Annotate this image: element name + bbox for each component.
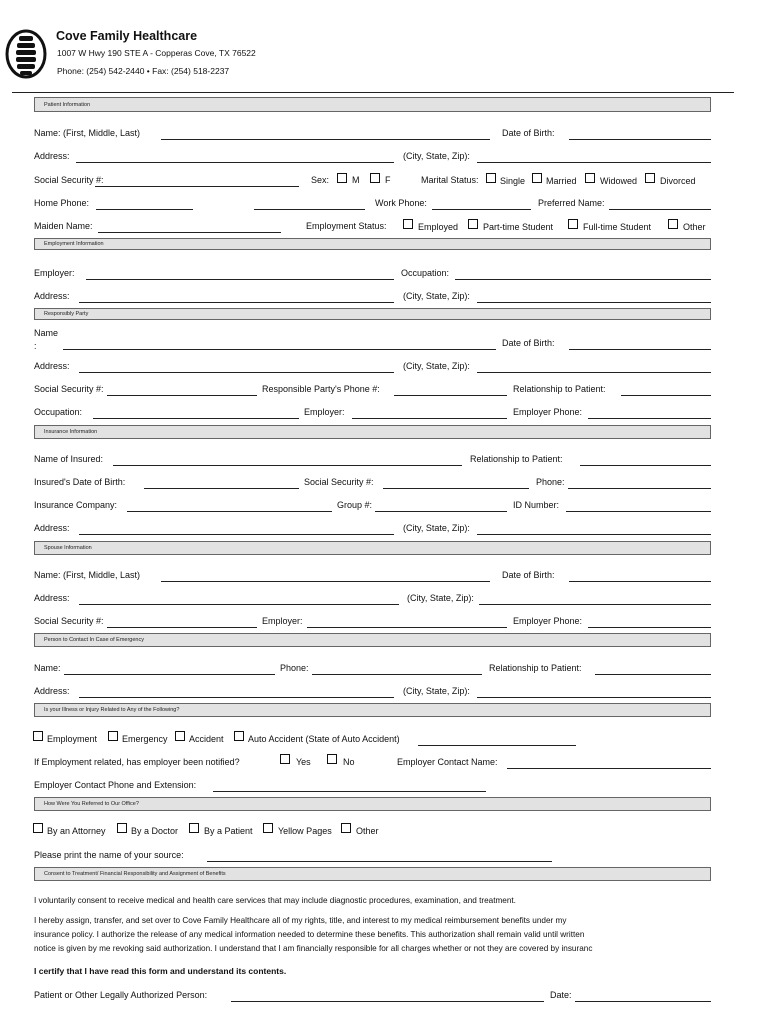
rp-occupation-label: Occupation:: [34, 407, 83, 417]
employer-label: Employer:: [34, 268, 75, 278]
insured-name-label: Name of Insured:: [34, 454, 104, 464]
consent-paragraph-2-line-1: I hereby assign, transfer, and set over to Cove Family Healthcare all of my rights, title, and interest to my medical reimbursement benefits under my: [34, 916, 567, 925]
spouse-name-label: Name: (First, Middle, Last): [34, 570, 141, 580]
doctor-checkbox[interactable]: [117, 823, 127, 833]
group-label: Group #:: [337, 500, 373, 510]
insurance-address-field[interactable]: [79, 534, 394, 535]
spouse-city-label: (City, State, Zip):: [407, 593, 474, 603]
accident-label: Accident: [189, 734, 224, 744]
rp-city-field[interactable]: [477, 372, 711, 373]
patient-ssn-field[interactable]: [95, 186, 299, 187]
sex-m-checkbox[interactable]: [337, 173, 347, 183]
insurance-company-label: Insurance Company:: [34, 500, 118, 510]
practice-name: Cove Family Healthcare: [56, 29, 198, 43]
rp-name-label: Name: [34, 328, 59, 338]
header-divider: [12, 92, 734, 93]
widowed-label: Widowed: [600, 176, 638, 186]
rp-employer-phone-label: Employer Phone:: [513, 407, 583, 417]
widowed-checkbox[interactable]: [585, 173, 595, 183]
signature-field[interactable]: [231, 1001, 544, 1002]
insured-dob-label: Insured's Date of Birth:: [34, 477, 126, 487]
rp-phone-label: Responsible Party's Phone #:: [262, 384, 380, 394]
emergency-checkbox[interactable]: [108, 731, 118, 741]
spine-logo-icon: [4, 28, 48, 80]
source-label: Please print the name of your source:: [34, 850, 184, 860]
other-referral-checkbox[interactable]: [341, 823, 351, 833]
patient-dob-field[interactable]: [569, 139, 711, 140]
sex-f-checkbox[interactable]: [370, 173, 380, 183]
rp-dob-field[interactable]: [569, 349, 711, 350]
employment-related-label: Employment: [47, 734, 98, 744]
emergency-name-field[interactable]: [64, 674, 275, 675]
part-time-checkbox[interactable]: [468, 219, 478, 229]
consent-paragraph-2-line-3: notice is given by me revoking said authorization. I understand that I am financially responsible for all charges whether or not they are covered by insuranc: [34, 944, 593, 953]
full-time-label: Full-time Student: [583, 222, 652, 232]
spouse-city-field[interactable]: [479, 604, 711, 605]
spouse-employer-phone-label: Employer Phone:: [513, 616, 583, 626]
employment-related-checkbox[interactable]: [33, 731, 43, 741]
spouse-address-field[interactable]: [79, 604, 399, 605]
signature-date-field[interactable]: [575, 1001, 711, 1002]
employment-address-field[interactable]: [79, 302, 394, 303]
insured-ssn-field[interactable]: [383, 488, 529, 489]
married-checkbox[interactable]: [532, 173, 542, 183]
rp-dob-label: Date of Birth:: [502, 338, 555, 348]
section-responsible-party: Responsibly Party: [34, 308, 711, 320]
spouse-dob-label: Date of Birth:: [502, 570, 555, 580]
emergency-address-label: Address:: [34, 686, 70, 696]
rp-ssn-field[interactable]: [107, 395, 257, 396]
patient-ssn-label: Social Security #:: [34, 175, 104, 185]
home-phone-label: Home Phone:: [34, 198, 90, 208]
practice-address: 1007 W Hwy 190 STE A - Copperas Cove, TX 76522: [57, 48, 256, 58]
home-phone-field[interactable]: [96, 209, 193, 210]
insurance-city-label: (City, State, Zip):: [403, 523, 470, 533]
section-insurance-info: Insurance Information: [34, 425, 711, 439]
emergency-related-label: Emergency: [122, 734, 168, 744]
insured-relationship-label: Relationship to Patient:: [470, 454, 563, 464]
employer-notified-question: If Employment related, has employer been notified?: [34, 757, 240, 767]
employed-checkbox[interactable]: [403, 219, 413, 229]
employer-contact-name-label: Employer Contact Name:: [397, 757, 498, 767]
spouse-name-field[interactable]: [161, 581, 490, 582]
part-time-label: Part-time Student: [483, 222, 554, 232]
preferred-name-label: Preferred Name:: [538, 198, 605, 208]
other-status-checkbox[interactable]: [668, 219, 678, 229]
spouse-employer-label: Employer:: [262, 616, 303, 626]
occupation-label: Occupation:: [401, 268, 450, 278]
insured-ssn-label: Social Security #:: [304, 477, 374, 487]
sex-label: Sex:: [311, 175, 330, 185]
yellow-pages-label: Yellow Pages: [278, 826, 332, 836]
spouse-dob-field[interactable]: [569, 581, 711, 582]
maiden-name-label: Maiden Name:: [34, 221, 93, 231]
notified-yes-label: Yes: [296, 757, 311, 767]
rp-city-label: (City, State, Zip):: [403, 361, 470, 371]
employer-contact-phone-label: Employer Contact Phone and Extension:: [34, 780, 197, 790]
single-checkbox[interactable]: [486, 173, 496, 183]
section-referral: How Were You Referred to Our Office?: [34, 797, 711, 811]
home-phone-field-2[interactable]: [254, 209, 365, 210]
patient-city-label: (City, State, Zip):: [403, 151, 470, 161]
id-number-label: ID Number:: [513, 500, 560, 510]
rp-relationship-label: Relationship to Patient:: [513, 384, 606, 394]
insured-phone-field[interactable]: [568, 488, 711, 489]
employer-field[interactable]: [86, 279, 394, 280]
source-field[interactable]: [207, 861, 552, 862]
patient-name-label: Name: (First, Middle, Last): [34, 128, 141, 138]
rp-address-field[interactable]: [79, 372, 394, 373]
signature-date-label: Date:: [550, 990, 572, 1000]
patient-address-field[interactable]: [76, 162, 394, 163]
rp-ssn-label: Social Security #:: [34, 384, 104, 394]
other-referral-label: Other: [356, 826, 379, 836]
consent-paragraph-1: I voluntarily consent to receive medical and health care services that may include diagnostic procedures, examination, and treatment.: [34, 896, 516, 905]
doctor-label: By a Doctor: [131, 826, 179, 836]
auto-accident-state-field[interactable]: [418, 745, 576, 746]
attorney-label: By an Attorney: [47, 826, 106, 836]
yellow-pages-checkbox[interactable]: [263, 823, 273, 833]
sex-f-label: F: [385, 175, 391, 185]
rp-employer-phone-field[interactable]: [588, 418, 711, 419]
marital-label: Marital Status:: [421, 175, 479, 185]
spouse-employer-field[interactable]: [307, 627, 507, 628]
insured-phone-label: Phone:: [536, 477, 565, 487]
accident-checkbox[interactable]: [175, 731, 185, 741]
rp-relationship-field[interactable]: [621, 395, 711, 396]
consent-paragraph-2-line-2: insurance policy. I authorize the release of any medical information needed to determine these benefits. This authorization shall remain valid until written: [34, 930, 585, 939]
patient-dob-label: Date of Birth:: [502, 128, 555, 138]
section-spouse-info: Spouse Information: [34, 541, 711, 555]
rp-phone-field[interactable]: [394, 395, 507, 396]
patient-name-field[interactable]: [161, 139, 490, 140]
rp-occupation-field[interactable]: [93, 418, 299, 419]
auto-accident-label: Auto Accident (State of Auto Accident): [248, 734, 400, 744]
insured-dob-field[interactable]: [144, 488, 299, 489]
emergency-city-label: (City, State, Zip):: [403, 686, 470, 696]
spouse-employer-phone-field[interactable]: [588, 627, 711, 628]
divorced-label: Divorced: [660, 176, 696, 186]
id-number-field[interactable]: [566, 511, 711, 512]
employment-city-label: (City, State, Zip):: [403, 291, 470, 301]
patient-referral-checkbox[interactable]: [189, 823, 199, 833]
emergency-phone-field[interactable]: [312, 674, 482, 675]
section-employment-info: Employment Information: [34, 238, 711, 250]
notified-yes-checkbox[interactable]: [280, 754, 290, 764]
employed-label: Employed: [418, 222, 459, 232]
employment-status-label: Employment Status:: [306, 221, 387, 231]
rp-name-field[interactable]: [63, 349, 496, 350]
patient-address-label: Address:: [34, 151, 70, 161]
spouse-ssn-label: Social Security #:: [34, 616, 104, 626]
occupation-field[interactable]: [455, 279, 711, 280]
full-time-checkbox[interactable]: [568, 219, 578, 229]
employment-city-field[interactable]: [477, 302, 711, 303]
rp-address-label: Address:: [34, 361, 70, 371]
single-label: Single: [500, 176, 526, 186]
notified-no-label: No: [343, 757, 355, 767]
preferred-name-field[interactable]: [609, 209, 711, 210]
auto-accident-checkbox[interactable]: [234, 731, 244, 741]
section-emergency-contact: Person to Contact In Case of Emergency: [34, 633, 711, 647]
section-consent: Consent to Treatment/ Financial Responsibility and Assignment of Benefits: [34, 867, 711, 881]
rp-employer-field[interactable]: [352, 418, 507, 419]
section-patient-info: Patient Information: [34, 97, 711, 112]
patient-city-field[interactable]: [477, 162, 711, 163]
emergency-phone-label: Phone:: [280, 663, 309, 673]
practice-phone-fax: Phone: (254) 542-2440 • Fax: (254) 518-2237: [57, 66, 230, 76]
work-phone-field[interactable]: [432, 209, 531, 210]
rp-name-colon: :: [34, 341, 37, 351]
other-status-label: Other: [683, 222, 706, 232]
married-label: Married: [546, 176, 577, 186]
signer-label: Patient or Other Legally Authorized Person:: [34, 990, 208, 1000]
emergency-relationship-field[interactable]: [595, 674, 711, 675]
work-phone-label: Work Phone:: [375, 198, 427, 208]
employment-address-label: Address:: [34, 291, 70, 301]
certify-statement: I certify that I have read this form and understand its contents.: [34, 966, 287, 976]
emergency-city-field[interactable]: [477, 697, 711, 698]
insurance-company-field[interactable]: [127, 511, 332, 512]
sex-m-label: M: [352, 175, 360, 185]
rp-employer-label: Employer:: [304, 407, 345, 417]
employer-contact-name-field[interactable]: [507, 768, 711, 769]
insurance-city-field[interactable]: [477, 534, 711, 535]
group-field[interactable]: [375, 511, 507, 512]
insured-relationship-field[interactable]: [580, 465, 711, 466]
maiden-name-field[interactable]: [98, 232, 281, 233]
employer-contact-phone-field[interactable]: [213, 791, 486, 792]
spouse-ssn-field[interactable]: [107, 627, 257, 628]
emergency-name-label: Name:: [34, 663, 61, 673]
divorced-checkbox[interactable]: [645, 173, 655, 183]
attorney-checkbox[interactable]: [33, 823, 43, 833]
insurance-address-label: Address:: [34, 523, 70, 533]
notified-no-checkbox[interactable]: [327, 754, 337, 764]
patient-referral-label: By a Patient: [204, 826, 253, 836]
emergency-address-field[interactable]: [79, 697, 394, 698]
spouse-address-label: Address:: [34, 593, 70, 603]
insured-name-field[interactable]: [113, 465, 462, 466]
emergency-relationship-label: Relationship to Patient:: [489, 663, 582, 673]
section-illness-injury: Is your Illness or Injury Related to Any of the Following?: [34, 703, 711, 717]
